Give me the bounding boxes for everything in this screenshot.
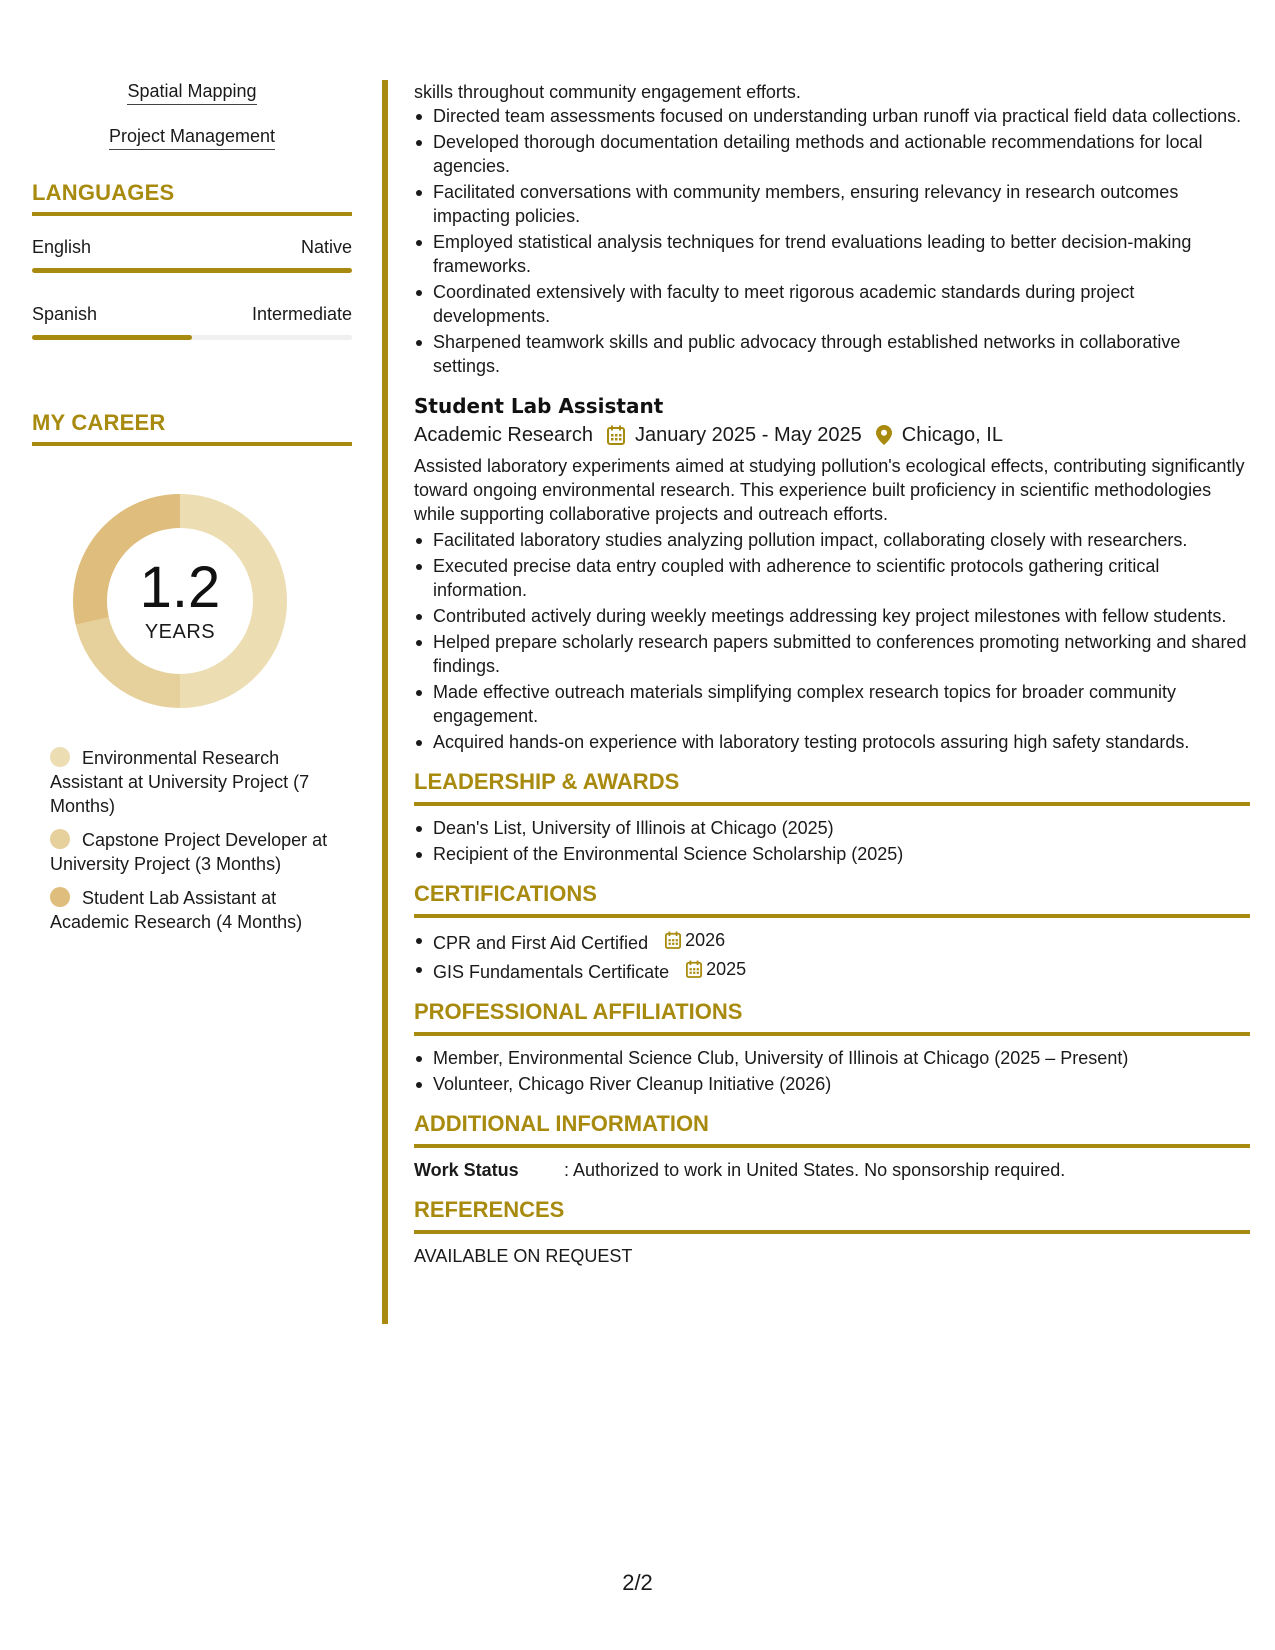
bullet-item: Made effective outreach materials simplifying complex research topics for broader community engagement. — [414, 680, 1250, 728]
career-legend-label: Environmental Research Assistant at University Project (7 Months) — [50, 748, 310, 816]
calendar-icon — [665, 931, 681, 949]
language-name: Spanish — [32, 304, 98, 324]
bullet-item: Helped prepare scholarly research papers submitted to conferences promoting networking and shared findings. — [414, 630, 1250, 678]
affiliations-heading: PROFESSIONAL AFFILIATIONS — [414, 998, 1250, 1036]
career-unit: YEARS — [144, 620, 216, 643]
language-item — [32, 303, 352, 340]
certification-date — [665, 928, 725, 952]
bullet-item: Contributed actively during weekly meetings addressing key project milestones with fellow students. — [414, 604, 1250, 628]
calendar-icon — [607, 425, 625, 445]
language-bar — [32, 335, 352, 340]
job-dates: January 2025 - May 2025 — [634, 424, 862, 446]
bullet-item: Employed statistical analysis techniques for trend evaluations leading to better decision-making frameworks. — [414, 230, 1250, 278]
column-divider — [382, 80, 388, 1324]
affiliations-list — [414, 1046, 1250, 1096]
skill-item — [32, 125, 352, 150]
skill-label: Spatial Mapping — [127, 80, 256, 105]
references-heading: REFERENCES — [414, 1196, 1250, 1234]
references-value: AVAILABLE ON REQUEST — [414, 1246, 633, 1266]
right-column — [414, 80, 1250, 1268]
additional-info-heading: ADDITIONAL INFORMATION — [414, 1110, 1250, 1148]
continued-text: skills throughout community engagement efforts. — [414, 82, 801, 102]
certification-date — [686, 957, 746, 981]
career-legend-item — [50, 828, 340, 876]
legend-dot — [50, 887, 70, 907]
calendar-icon — [686, 960, 702, 978]
bullet-item: Facilitated conversations with community members, ensuring relevancy in research outcomes impacting policies. — [414, 180, 1250, 228]
left-column — [32, 80, 352, 944]
donut-center — [65, 486, 295, 716]
job-bullets — [414, 528, 1250, 754]
certifications-list — [414, 928, 1250, 984]
bullet-item: Coordinated extensively with faculty to meet rigorous academic standards during project developments. — [414, 280, 1250, 328]
certification-item — [414, 928, 1250, 955]
career-donut-chart — [65, 486, 295, 716]
certification-year: 2026 — [685, 930, 726, 950]
location-pin-icon — [876, 425, 892, 445]
language-item — [32, 236, 352, 273]
work-status-row — [414, 1158, 1250, 1182]
bullet-item: Acquired hands-on experience with laboratory testing protocols assuring high safety standards. — [414, 730, 1250, 754]
bullet-item: Recipient of the Environmental Science Scholarship (2025) — [414, 842, 1250, 866]
bullet-item: Volunteer, Chicago River Cleanup Initiative (2026) — [414, 1072, 1250, 1096]
certification-item — [414, 957, 1250, 984]
job-organization: Academic Research — [414, 424, 593, 446]
certifications-heading: CERTIFICATIONS — [414, 880, 1250, 918]
leadership-heading: LEADERSHIP & AWARDS — [414, 768, 1250, 806]
career-total: 1.2 — [139, 554, 221, 620]
legend-dot — [50, 829, 70, 849]
job-meta — [414, 420, 1250, 450]
bullet-item: Facilitated laboratory studies analyzing pollution impact, collaborating closely with researchers. — [414, 528, 1250, 552]
language-bar — [32, 268, 352, 273]
page-number: 2/2 — [622, 1570, 653, 1595]
certification-year: 2025 — [706, 959, 747, 979]
language-level: Native — [300, 237, 352, 257]
work-status-label: Work Status — [414, 1160, 519, 1180]
language-name: English — [32, 237, 92, 257]
certification-name: GIS Fundamentals Certificate — [433, 962, 670, 982]
language-bar-fill — [32, 268, 352, 273]
job-location: Chicago, IL — [901, 424, 1003, 446]
bullet-item: Developed thorough documentation detailing methods and actionable recommendations for local agencies. — [414, 130, 1250, 178]
bullet-item: Directed team assessments focused on understanding urban runoff via practical field data collections. — [414, 104, 1250, 128]
languages-heading: LANGUAGES — [32, 180, 352, 216]
certification-name: CPR and First Aid Certified — [433, 933, 649, 953]
bullet-item: Executed precise data entry coupled with adherence to scientific protocols gathering critical information. — [414, 554, 1250, 602]
career-legend-item — [50, 886, 340, 934]
career-legend-label: Student Lab Assistant at Academic Research (4 Months) — [50, 888, 303, 932]
skill-label: Project Management — [109, 125, 275, 150]
bullet-item: Member, Environmental Science Club, University of Illinois at Chicago (2025 – Present) — [414, 1046, 1250, 1070]
leadership-list — [414, 816, 1250, 866]
language-bar-fill — [32, 335, 192, 340]
job-title: Student Lab Assistant — [414, 394, 664, 418]
career-legend-item — [50, 746, 340, 818]
work-status-value: : Authorized to work in United States. No sponsorship required. — [564, 1160, 1066, 1180]
job-description: Assisted laboratory experiments aimed at studying pollution's ecological effects, contributing significantly toward ongoing environmental research. This experience built proficiency in scientific methodologies while supporting collaborative projects and outreach efforts. — [414, 456, 1245, 524]
bullet-item: Sharpened teamwork skills and public advocacy through established networks in collaborative settings. — [414, 330, 1250, 378]
language-level: Intermediate — [251, 304, 352, 324]
career-heading: MY CAREER — [32, 410, 352, 446]
bullet-item: Dean's List, University of Illinois at Chicago (2025) — [414, 816, 1250, 840]
career-legend-label: Capstone Project Developer at University Project (3 Months) — [50, 830, 328, 874]
previous-job-bullets — [414, 104, 1250, 378]
legend-dot — [50, 747, 70, 767]
career-legend — [32, 746, 352, 934]
skill-item — [32, 80, 352, 105]
